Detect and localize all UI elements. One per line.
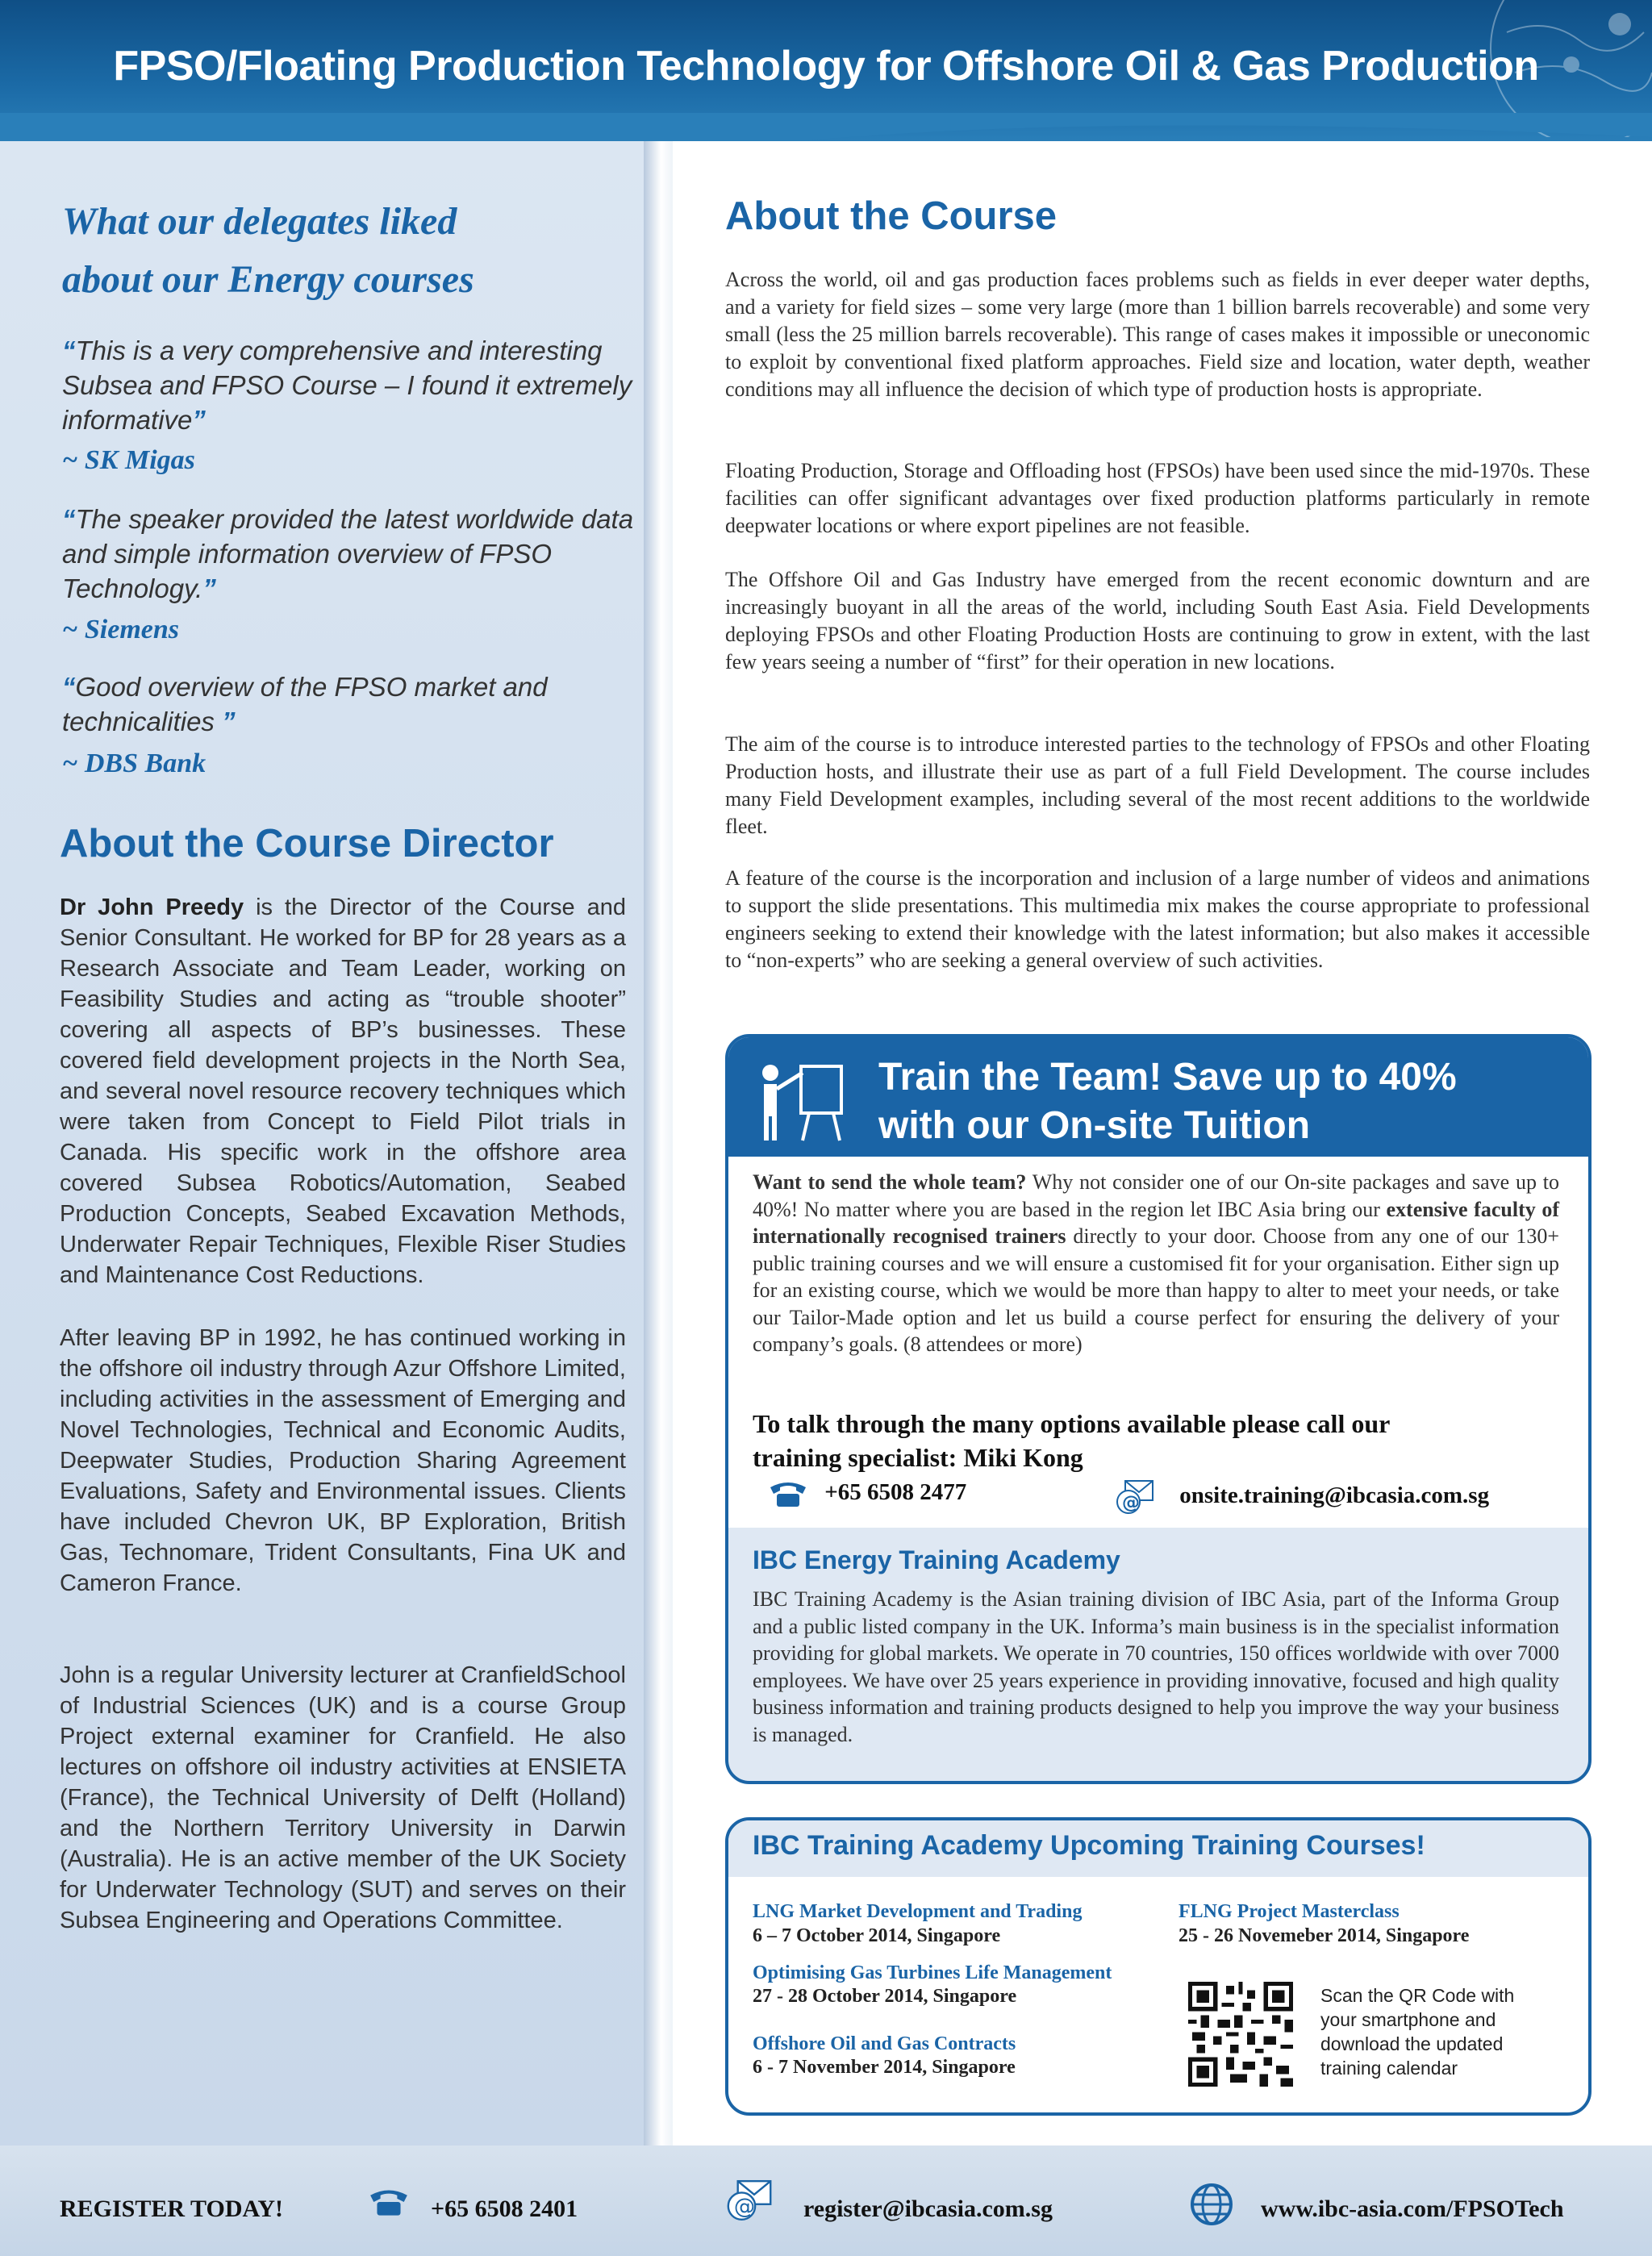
train-title-line2: with our On-site Tuition [878,1104,1311,1147]
email-icon [724,2178,774,2223]
course-link-contracts[interactable]: Offshore Oil and Gas Contracts [753,2033,1016,2054]
delegates-heading-line2: about our Energy courses [62,258,474,301]
train-call [753,1407,1559,1474]
phone-icon [767,1479,809,1508]
course-para-1: Across the world, oil and gas production faces problems such as fields in ever deeper water depths, and a variety for field sizes – some very large (more than 1 billion barrels recoverable) and some very small (less the 25 million barrels recoverable). This range of cases makes it impossible or uneconomic to exploit by conventional fixed platform approaches. Field size and location, water depth, weather conditions may all influence the decision of which type of production hosts is appropriate. [725,268,1590,401]
onsite-phone[interactable] [767,1479,966,1508]
page-title: FPSO/Floating Production Technology for Offshore Oil & Gas Production [113,43,1539,90]
train-call-line1: To talk through the many options available please call our [753,1409,1391,1438]
course-link-lng[interactable]: LNG Market Development and Trading [753,1901,1083,1922]
web-globe-icon [1189,2182,1234,2227]
onsite-email[interactable] [1114,1479,1489,1515]
train-text-a: Why not consider one of our On-site packages and save up to 40%! No matter where you are based in the region let IBC Asia bring our [753,1170,1559,1221]
train-text-b: directly to your door. Choose from any one of our 130+ public training courses and we will ensure a customised fit for your organisation. Either sign up for an existing course, which we would be more than happy to alter to meet your needs, or take our Tailor-Made option and let us build a course perfect for ensuring the delivery of your company’s goals. (8 attendees or more) [753,1224,1559,1356]
quote-1-author: ~ SK Migas [62,445,195,475]
course-date-lng: 6 – 7 October 2014, Singapore [753,1925,1001,1946]
quote-close-mark: ” [202,573,216,603]
quote-open-mark: “ [62,672,76,702]
svg-text:@: @ [733,2195,756,2220]
panel-divider [644,141,673,2145]
course-date-contracts: 6 - 7 November 2014, Singapore [753,2057,1016,2078]
onsite-email-address: onsite.training@ibcasia.com.sg [1179,1482,1490,1508]
train-the-team-box [725,1034,1592,1784]
quote-text: This is a very comprehensive and interesting Subsea and FPSO Course – I found it extremely informative [62,336,632,435]
course-para-2: Floating Production, Storage and Offloading host (FPSOs) have been used since the mid-1970s. These facilities can offer significant advantages over fixed production platforms particularly in remote deepwater locations or where export pipelines are not feasible. [725,459,1590,537]
train-text [753,1169,1559,1358]
phone-icon [367,2186,411,2218]
quote-3 [62,669,651,739]
quote-1 [62,333,651,437]
course-para-5: A feature of the course is the incorporation and inclusion of a large number of videos and animations to support the slide presentations. This multimedia mix makes the course appropriate to professional engineers seeking to extend their knowledge with the latest information; but also makes it accessible to “non-experts” who are seeking a general overview of such activities. [725,866,1590,972]
academy-title: IBC Energy Training Academy [753,1545,1120,1574]
course-date-gas-turbines: 27 - 28 October 2014, Singapore [753,1986,1017,2007]
train-body [728,1157,1588,1528]
train-box-header [728,1037,1588,1157]
director-para-1 [60,892,626,1291]
academy-text: IBC Training Academy is the Asian training division of IBC Asia, part of the Informa Group and a public listed company in the UK. Informa’s main business is in the specialist information providing for global markets. We operate in 70 countries, 150 offices worldwide with over 7000 employees. We have over 25 years experience in providing innovative, focused and high quality business information and training products designed to help you improve the way your business is managed. [753,1587,1559,1746]
delegates-heading-line1: What our delegates liked [62,200,457,243]
course-para-4: The aim of the course is to introduce interested parties to the technology of FPSOs and other Floating Production hosts, and illustrate their use as part of a full Field Development. The course includes many Field Development examples, including several of the most recent additions to the worldwide fleet. [725,732,1590,838]
course-link-gas-turbines[interactable]: Optimising Gas Turbines Life Management [753,1962,1112,1983]
director-name: Dr John Preedy [60,894,244,920]
footer-email[interactable]: register@ibcasia.com.sg [803,2196,1053,2222]
course-link-flng[interactable]: FLNG Project Masterclass [1179,1901,1400,1922]
register-today-label: REGISTER TODAY! [60,2196,284,2222]
upcoming-title: IBC Training Academy Upcoming Training Courses! [753,1830,1425,1861]
svg-text:@: @ [1122,1493,1140,1513]
quote-text: The speaker provided the latest worldwide data and simple information overview of FPSO Technology. [62,504,634,603]
director-para-3: John is a regular University lecturer at CranfieldSchool of Industrial Sciences (UK) and is a course Group Project external examiner for Cranfield. He also lectures on offshore oil industry activities at ENSIETA (France), the Technical University of Delft (Holland) and the Northern Territory University in Darwin (Australia). He is an active member of the UK Society for Underwater Technology (SUT) and serves on their Subsea Engineering and Operations Committee. [60,1662,626,1933]
course-title: About the Course [725,194,1058,238]
teacher-icon [753,1055,849,1144]
footer-phone[interactable]: +65 6508 2401 [431,2196,578,2222]
train-title-line1: Train the Team! Save up to 40% [878,1056,1457,1099]
onsite-phone-number: +65 6508 2477 [824,1479,967,1505]
train-call-line2: training specialist: Miki Kong [753,1443,1083,1472]
director-para-2: After leaving BP in 1992, he has continued working in the offshore oil industry through Azur Offshore Limited, including activities in the assessment of Emerging and Novel Technologies, Technical and Economic Audits, Deepwater Studies, Production Sharing Agreement Evaluations, Safety and Environmental issues. Clients have included Chevron UK, BP Exploration, British Gas, Technomare, Trident Consultants, Fina UK and Cameron France. [60,1325,626,1596]
quote-2-author: ~ Siemens [62,615,179,644]
qr-instructions: Scan the QR Code with your smartphone and download the updated training calendar [1320,1985,1515,2079]
footer-website[interactable]: www.ibc-asia.com/FPSOTech [1261,2196,1564,2222]
quote-open-mark: “ [62,336,76,365]
upcoming-header [728,1820,1588,1877]
train-lead: Want to send the whole team? [753,1170,1027,1194]
train-title [878,1053,1457,1150]
qr-code-icon[interactable] [1188,1982,1293,2087]
quote-text: Good overview of the FPSO market and technicalities [62,672,548,736]
director-title: About the Course Director [60,822,554,865]
quote-2 [62,502,651,606]
quote-open-mark: “ [62,504,76,534]
course-date-flng: 25 - 26 Novemeber 2014, Singapore [1179,1925,1470,1946]
director-para-1-text: is the Director of the Course and Senior Consultant. He worked for BP for 28 years as a Research Associate and Team Leader, working on Feasibility Studies and acting as “trouble shooter” covering all aspects of BP’s businesses. These covered field development projects in the North Sea, and several novel resource recovery techniques which were taken from Concept to Field Pilot trials in Canada. His specific work in the offshore area covered Subsea Robotics/Automation, Seabed Production Concepts, Seabed Excavation Methods, Underwater Repair Techniques, Flexible Riser Studies and Maintenance Cost Reductions. [60,894,627,1288]
train-text-bold: extensive faculty of internationally recognised trainers [753,1197,1559,1248]
upcoming-courses-box [725,1817,1592,2116]
quote-close-mark: ” [222,707,236,736]
email-icon [1114,1479,1156,1515]
course-para-3: The Offshore Oil and Gas Industry have emerged from the recent economic downturn and are increasingly buoyant in all the areas of the world, including South East Asia. Field Developments deploying FPSOs and other Floating Production Hosts are continuing to grow in extent, with the last few years seeing a number of “first” for their operation in new locations. [725,568,1590,673]
quote-3-author: ~ DBS Bank [62,749,206,778]
quote-close-mark: ” [192,405,206,435]
